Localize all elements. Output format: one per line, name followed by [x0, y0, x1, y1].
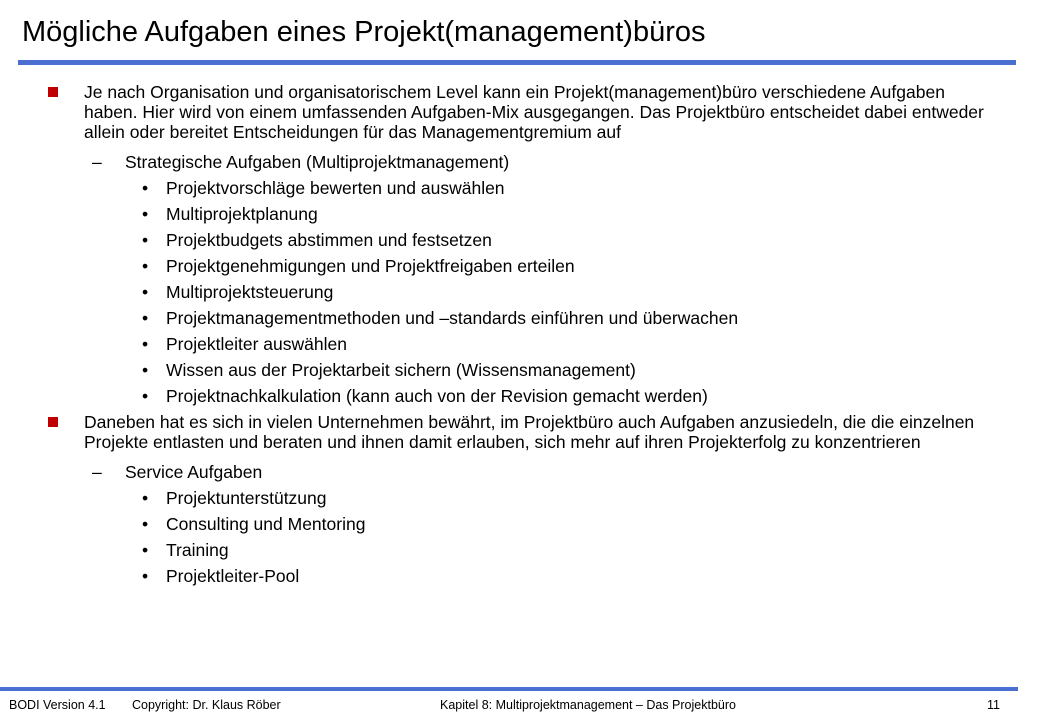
list-item-text: Projektmanagementmethoden und –standards einführen und überwachen	[166, 308, 739, 328]
list-item	[48, 308, 998, 328]
dot-bullet-icon: •	[142, 386, 149, 406]
list-item	[48, 514, 998, 534]
list-item	[48, 540, 998, 560]
footer-chapter: Kapitel 8: Multiprojektmanagement – Das Projektbüro	[440, 698, 736, 712]
list-item-text: Multiprojektplanung	[166, 204, 318, 224]
bullet-item	[48, 82, 998, 142]
footer-divider	[0, 687, 1018, 691]
dot-bullet-icon: •	[142, 566, 149, 586]
list-item-text: Projektnachkalkulation (kann auch von der Revision gemacht werden)	[166, 386, 708, 406]
list-item	[48, 204, 998, 224]
dot-bullet-icon: •	[142, 282, 149, 302]
list-item	[48, 360, 998, 380]
list-item	[48, 566, 998, 586]
dot-bullet-icon: •	[142, 308, 149, 328]
list-item	[48, 282, 998, 302]
list-item-text: Multiprojektsteuerung	[166, 282, 334, 302]
list-item-text: Projektgenehmigungen und Projektfreigaben erteilen	[166, 256, 575, 276]
list-item-text: Wissen aus der Projektarbeit sichern (Wissensmanagement)	[166, 360, 636, 380]
dot-bullet-icon: •	[142, 204, 149, 224]
list-item-text: Projektleiter-Pool	[166, 566, 300, 586]
list-item-text: Projektunterstützung	[166, 488, 327, 508]
list-item	[48, 256, 998, 276]
dot-bullet-icon: •	[142, 540, 149, 560]
list-item	[48, 386, 998, 406]
list-item-text: Training	[166, 540, 229, 560]
footer-copyright: Copyright: Dr. Klaus Röber	[132, 698, 281, 712]
list-item	[48, 178, 998, 198]
dot-bullet-icon: •	[142, 334, 149, 354]
dash-marker: –	[92, 152, 102, 172]
sub-heading-text: Service Aufgaben	[125, 462, 263, 482]
list-item-text: Consulting und Mentoring	[166, 514, 366, 534]
dot-bullet-icon: •	[142, 230, 149, 250]
list-item	[48, 230, 998, 250]
dot-bullet-icon: •	[142, 178, 149, 198]
slide-content	[48, 82, 998, 592]
sub-heading	[48, 462, 998, 482]
list-item	[48, 488, 998, 508]
sub-heading	[48, 152, 998, 172]
dot-bullet-icon: •	[142, 514, 149, 534]
dot-bullet-icon: •	[142, 488, 149, 508]
list-item-text: Projektleiter auswählen	[166, 334, 347, 354]
dot-bullet-icon: •	[142, 360, 149, 380]
square-bullet-icon	[48, 417, 58, 427]
bullet-text: Daneben hat es sich in vielen Unternehmen bewährt, im Projektbüro auch Aufgaben anzusiedeln, die die einzelnen Projekte entlasten und beraten und ihnen damit erlauben, sich mehr auf ihren Projekterfolg zu konzentrieren	[84, 412, 975, 452]
footer-version: BODI Version 4.1	[9, 698, 106, 712]
list-item-text: Projektvorschläge bewerten und auswählen	[166, 178, 505, 198]
sub-heading-text: Strategische Aufgaben (Multiprojektmanagement)	[125, 152, 510, 172]
bullet-item	[48, 412, 998, 452]
page-number: 11	[987, 698, 1000, 712]
list-item-text: Projektbudgets abstimmen und festsetzen	[166, 230, 492, 250]
bullet-text: Je nach Organisation und organisatorischem Level kann ein Projekt(management)büro verschiedene Aufgaben haben. Hier wird von einem umfassenden Aufgaben-Mix ausgegangen. Das Projektbüro entscheidet dabei entweder allein oder bereitet Entscheidungen für das Managementgremium auf	[84, 82, 984, 142]
dot-bullet-icon: •	[142, 256, 149, 276]
slide-title: Mögliche Aufgaben eines Projekt(management)büros	[22, 16, 706, 48]
square-bullet-icon	[48, 87, 58, 97]
dash-marker: –	[92, 462, 102, 482]
title-divider	[18, 60, 1016, 65]
list-item	[48, 334, 998, 354]
